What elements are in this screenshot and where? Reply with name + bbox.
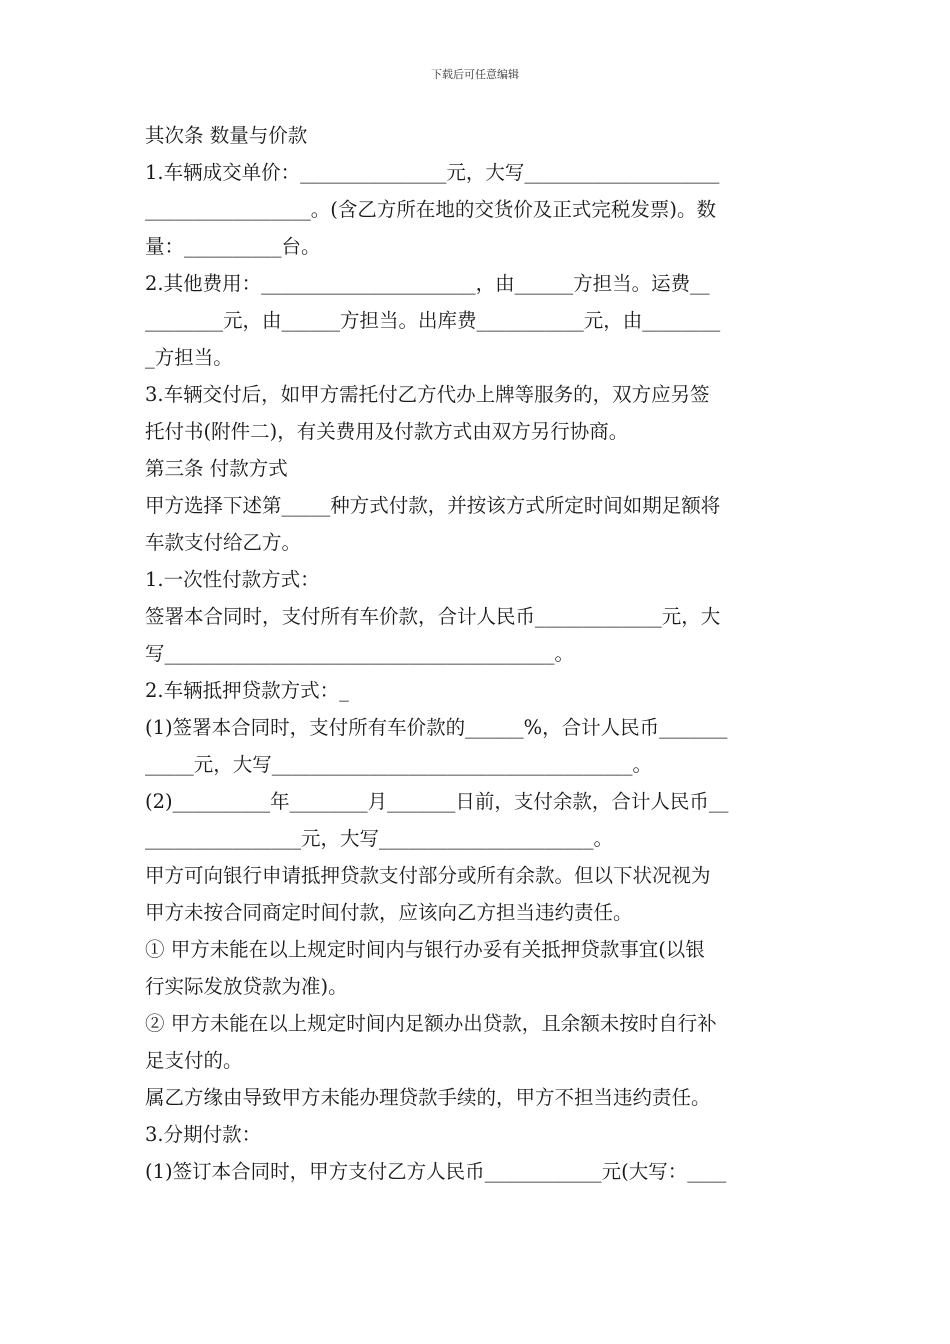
text-line: 足支付的。 bbox=[145, 1049, 243, 1072]
text-line: ① 甲方未能在以上规定时间内与银行办妥有关抵押贷款事宜(以银 bbox=[145, 938, 705, 961]
text-line: 甲方选择下述第_____种方式付款，并按该方式所定时间如期足额将 bbox=[145, 494, 721, 517]
text-line: 属乙方缘由导致甲方未能办理贷款手续的，甲方不担当违约责任。 bbox=[145, 1086, 711, 1109]
text-line: 写________________________________________。 bbox=[145, 642, 574, 665]
section-heading-quantity-price: 其次条 数量与价款 bbox=[145, 124, 308, 147]
text-line: 车款支付给乙方。 bbox=[145, 531, 302, 554]
text-line: 行实际发放贷款为准)。 bbox=[145, 975, 348, 998]
text-line: (2)__________年________月_______日前，支付余款，合计人民币__ bbox=[145, 790, 729, 813]
text-line: ________________元，大写______________________。 bbox=[145, 827, 614, 850]
text-line: _方担当。 bbox=[145, 346, 233, 369]
text-line: 3.车辆交付后，如甲方需托付乙方代办上牌等服务的，双方应另签 bbox=[145, 383, 710, 406]
text-line: 托付书(附件二)，有关费用及付款方式由双方另行协商。 bbox=[145, 420, 629, 443]
text-line: ② 甲方未能在以上规定时间内足额办出贷款，且余额未按时自行补 bbox=[145, 1012, 717, 1035]
page-header: 下载后可任意编辑 bbox=[431, 68, 519, 81]
text-line: (1)签署本合同时，支付所有车价款的______%，合计人民币_______ bbox=[145, 716, 728, 739]
text-line: 签署本合同时，支付所有车价款，合计人民币_____________元，大 bbox=[145, 605, 721, 628]
text-line: 甲方未按合同商定时间付款，应该向乙方担当违约责任。 bbox=[145, 901, 633, 924]
text-line: (1)签订本合同时，甲方支付乙方人民币____________元(大写：____ bbox=[145, 1160, 727, 1183]
section-heading-payment-method: 第三条 付款方式 bbox=[145, 457, 288, 480]
text-line: _________________。(含乙方所在地的交货价及正式完税发票)。数 bbox=[145, 198, 716, 221]
document-body bbox=[145, 117, 807, 1190]
text-line: 1.车辆成交单价：_______________元，大写____________________ bbox=[145, 161, 720, 184]
text-line: 1.一次性付款方式： bbox=[145, 568, 320, 591]
text-line: 量：__________台。 bbox=[145, 235, 321, 258]
text-line: _____元，大写_____________________________________。 bbox=[145, 753, 653, 776]
text-line: 3.分期付款： bbox=[145, 1123, 262, 1146]
text-line: 甲方可向银行申请抵押贷款支付部分或所有余款。但以下状况视为 bbox=[145, 864, 711, 887]
text-line: 2.车辆抵押贷款方式：_ bbox=[145, 679, 349, 702]
text-line: 2.其他费用：______________________，由______方担当。运费__ bbox=[145, 272, 710, 295]
text-line: ________元，由______方担当。出库费___________元，由________ bbox=[145, 309, 721, 332]
